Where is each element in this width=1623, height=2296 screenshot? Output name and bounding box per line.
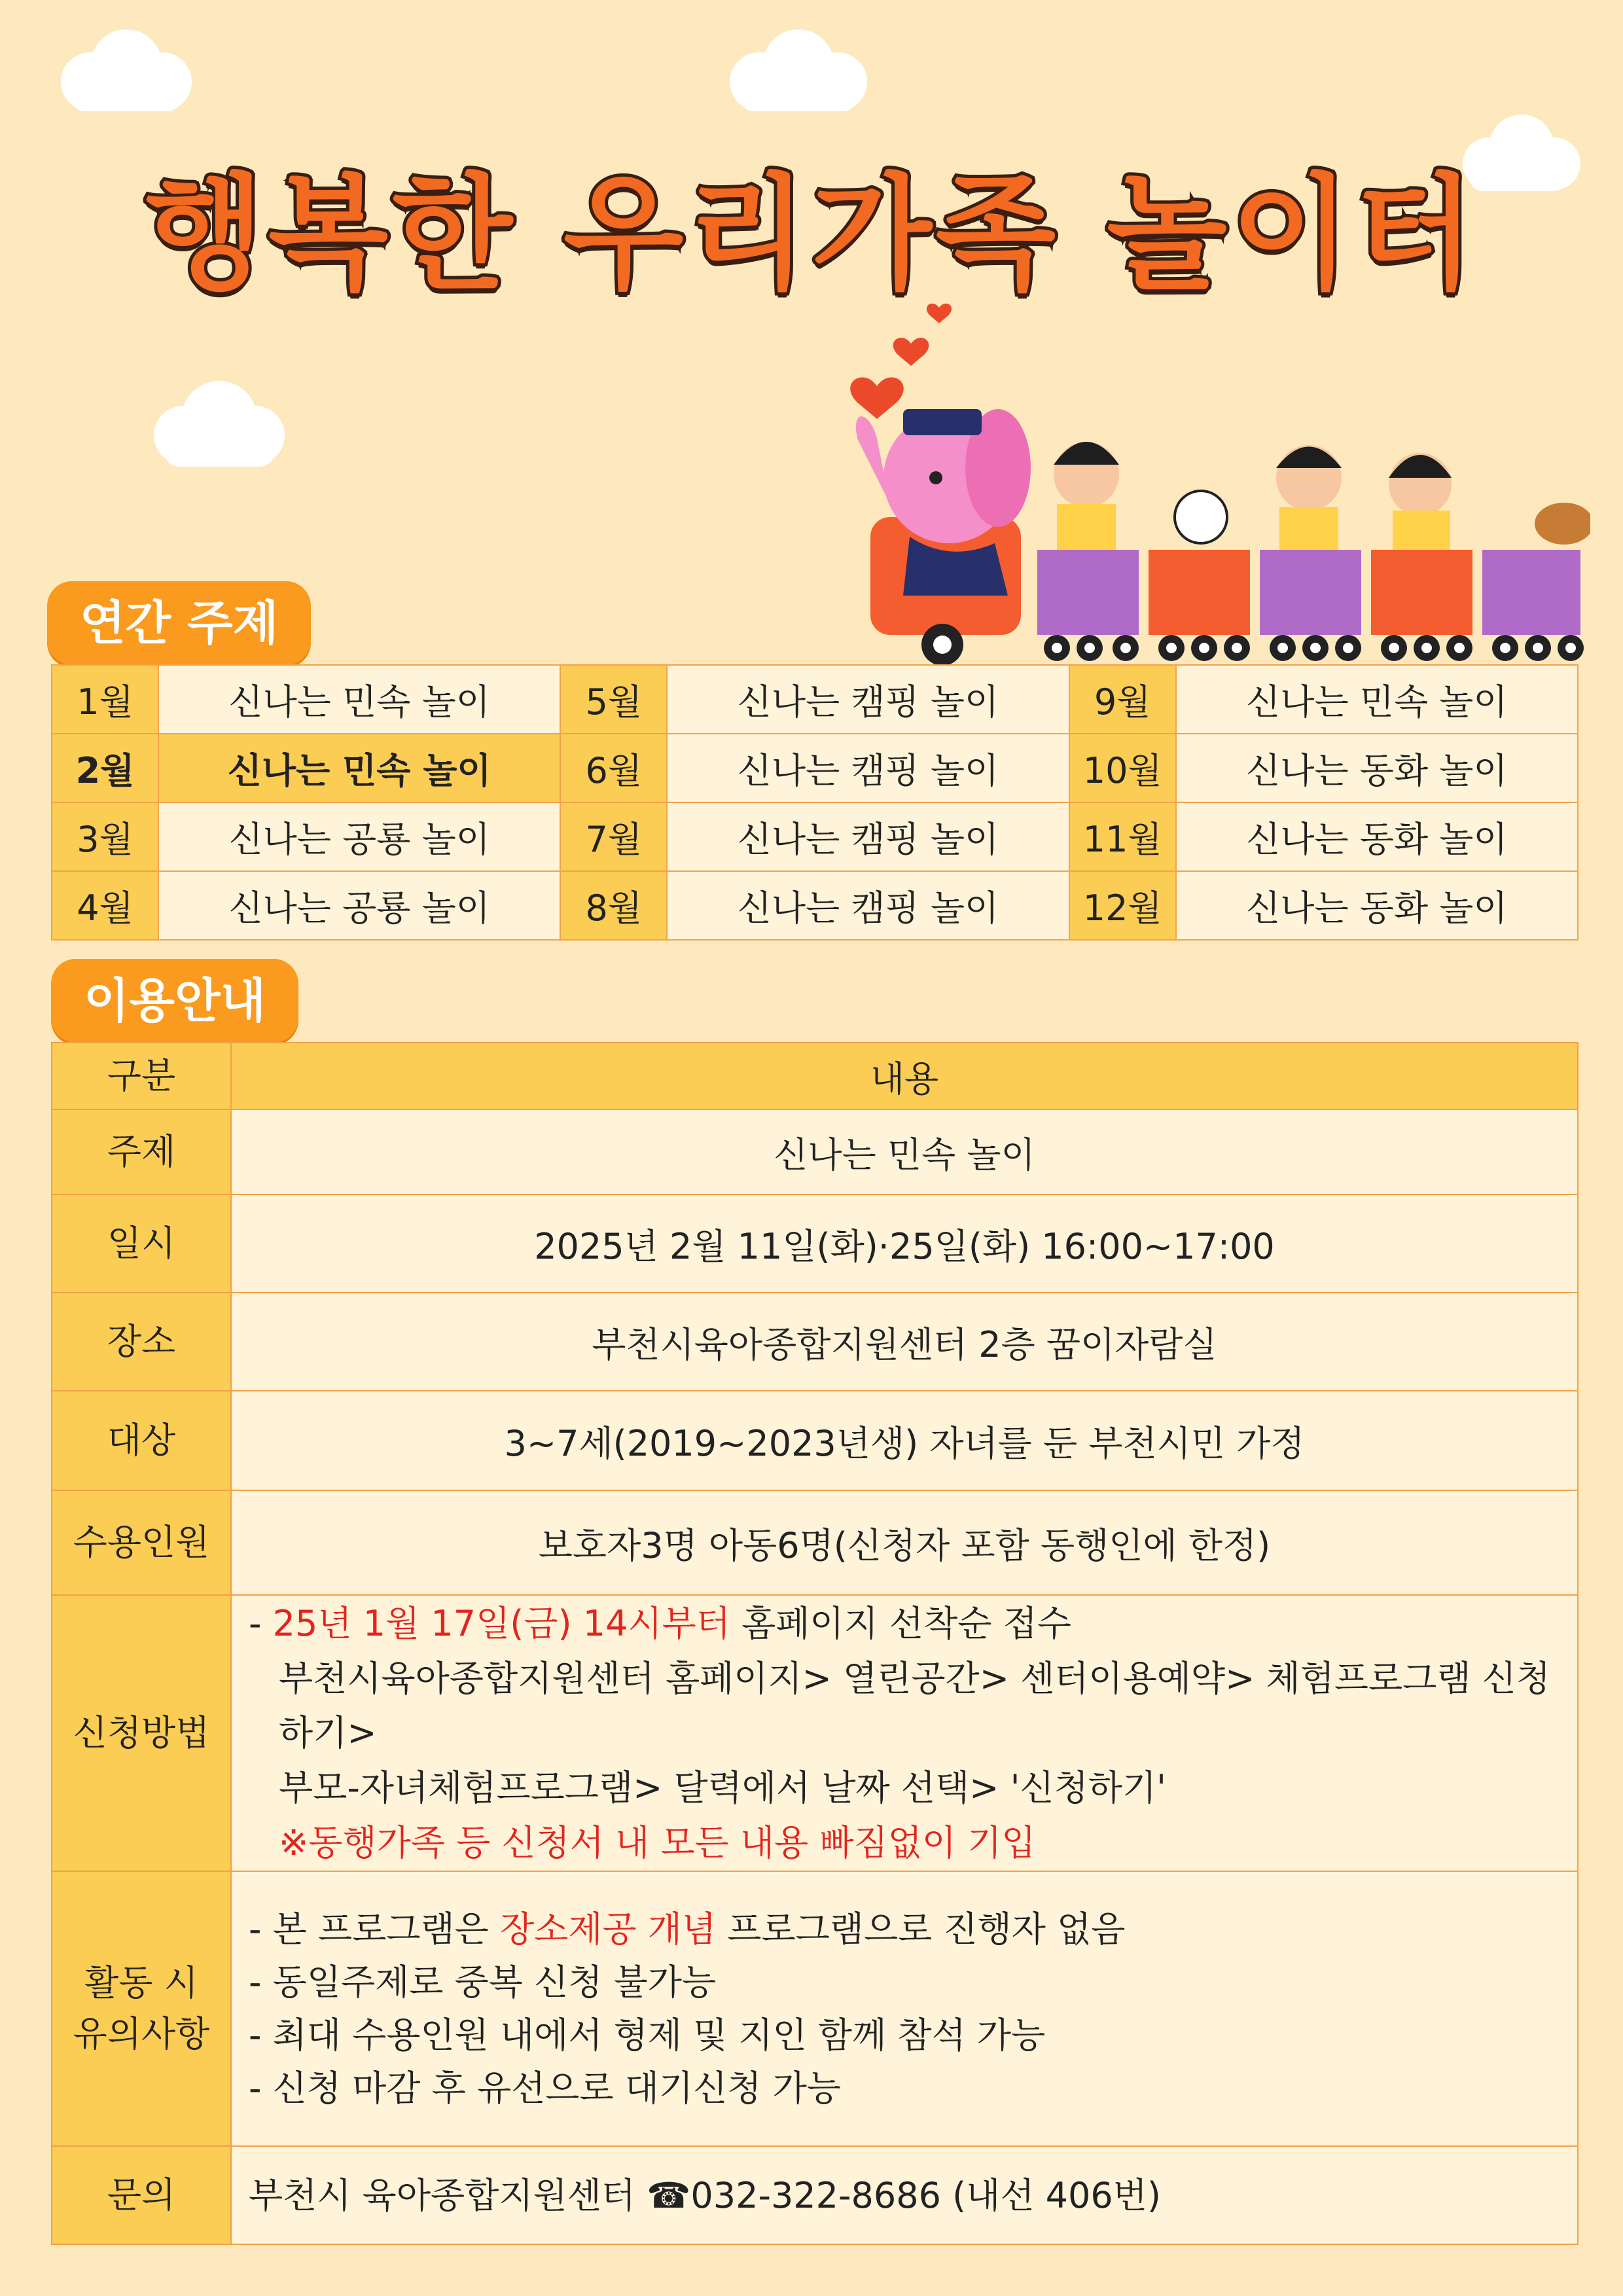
month-cell: 7월 (560, 802, 667, 871)
theme-cell: 신나는 공룡 놀이 (158, 871, 560, 940)
apply-line-3: 부모-자녀체험프로그램> 달력에서 날짜 선택> '신청하기' (279, 1767, 1166, 1809)
notes-content (231, 1871, 1578, 2146)
notes-label-line-2: 유의사항 (73, 2013, 210, 2055)
notes-item-1-highlight: 장소제공 개념 (499, 1909, 717, 1950)
theme-cell: 신나는 동화 놀이 (1176, 802, 1578, 871)
notes-label (52, 1871, 231, 2146)
apply-label: 신청방법 (52, 1595, 231, 1871)
datetime-label: 일시 (52, 1194, 231, 1293)
table-row (52, 1194, 1578, 1293)
table-row (52, 1391, 1578, 1490)
notes-item-1-rest: 프로그램으로 진행자 없음 (716, 1909, 1126, 1950)
month-cell: 8월 (560, 871, 667, 940)
month-cell: 11월 (1069, 802, 1176, 871)
table-row (52, 2146, 1578, 2244)
month-cell: 1월 (52, 665, 158, 734)
page-title: 행복한 우리가족 놀이터 (144, 162, 1479, 306)
month-cell: 6월 (560, 734, 667, 802)
annual-topics-heading: 연간 주제 (47, 581, 311, 665)
place-label: 장소 (52, 1293, 231, 1391)
notes-item-2: - 동일주제로 중복 신청 불가능 (249, 1962, 717, 2003)
table-header-row (52, 1043, 1578, 1109)
elephant-train-illustration (831, 288, 1590, 668)
notes-item-1-prefix: - 본 프로그램은 (249, 1909, 500, 1950)
theme-cell: 신나는 동화 놀이 (1176, 734, 1578, 802)
cloud-icon (51, 26, 202, 118)
apply-line-2: 부천시육아종합지원센터 홈페이지> 열린공간> 센터이용예약> 체험프로그램 신청하기> (279, 1657, 1550, 1754)
capacity-label: 수용인원 (52, 1490, 231, 1595)
cloud-icon (720, 26, 877, 118)
theme-cell: 신나는 캠핑 놀이 (667, 802, 1069, 871)
topic-value: 신나는 민속 놀이 (231, 1109, 1578, 1194)
apply-line-1-prefix: - (249, 1603, 273, 1644)
place-value: 부천시육아종합지원센터 2층 꿈이자람실 (231, 1293, 1578, 1391)
apply-line-4: ※동행가족 등 신청서 내 모든 내용 빠짐없이 기입 (279, 1821, 1036, 1863)
table-row (52, 802, 1578, 871)
notes-item-3: - 최대 수용인원 내에서 형제 및 지인 함께 참석 가능 (249, 2015, 1046, 2056)
month-cell: 4월 (52, 871, 158, 940)
notes-label-line-1: 활동 시 (84, 1962, 198, 2004)
table-row (52, 1595, 1578, 1871)
datetime-value: 2025년 2월 11일(화)·25일(화) 16:00~17:00 (231, 1194, 1578, 1293)
theme-cell: 신나는 동화 놀이 (1176, 871, 1578, 940)
annual-topics-table (51, 664, 1578, 941)
table-row (52, 1109, 1578, 1194)
theme-cell: 신나는 캠핑 놀이 (667, 734, 1069, 802)
target-label: 대상 (52, 1391, 231, 1490)
contact-value: 부천시 육아종합지원센터 ☎032-322-8686 (내선 406번) (231, 2146, 1578, 2244)
month-cell: 12월 (1069, 871, 1176, 940)
table-row (52, 734, 1578, 802)
usage-guide-table (51, 1042, 1578, 2245)
apply-start-time: 25년 1월 17일(금) 14시부터 (272, 1603, 730, 1644)
topic-label: 주제 (52, 1109, 231, 1194)
header-category: 구분 (52, 1043, 231, 1109)
cloud-icon (144, 376, 294, 475)
capacity-value: 보호자3명 아동6명(신청자 포함 동행인에 한정) (231, 1490, 1578, 1595)
apply-line-1 (249, 1596, 1577, 1651)
theme-cell: 신나는 민속 놀이 (1176, 665, 1578, 734)
month-cell: 3월 (52, 802, 158, 871)
usage-guide-heading: 이용안내 (51, 959, 298, 1043)
target-value: 3~7세(2019~2023년생) 자녀를 둔 부천시민 가정 (231, 1391, 1578, 1490)
notes-item-4: - 신청 마감 후 유선으로 대기신청 가능 (249, 2068, 841, 2109)
theme-cell: 신나는 캠핑 놀이 (667, 665, 1069, 734)
table-row (52, 1871, 1578, 2146)
table-row (52, 1490, 1578, 1595)
month-cell: 5월 (560, 665, 667, 734)
notes-item-1 (249, 1903, 1577, 1956)
month-cell: 10월 (1069, 734, 1176, 802)
month-cell-highlight: 2월 (52, 734, 158, 802)
theme-cell: 신나는 공룡 놀이 (158, 802, 560, 871)
header-content: 내용 (231, 1043, 1578, 1109)
theme-cell: 신나는 캠핑 놀이 (667, 871, 1069, 940)
month-cell: 9월 (1069, 665, 1176, 734)
theme-cell: 신나는 민속 놀이 (158, 665, 560, 734)
table-row (52, 871, 1578, 940)
theme-cell-highlight: 신나는 민속 놀이 (158, 734, 560, 802)
table-row (52, 1293, 1578, 1391)
apply-content (231, 1595, 1578, 1871)
contact-label: 문의 (52, 2146, 231, 2244)
table-row (52, 665, 1578, 734)
apply-line-1-rest: 홈페이지 선착순 접수 (730, 1603, 1071, 1644)
